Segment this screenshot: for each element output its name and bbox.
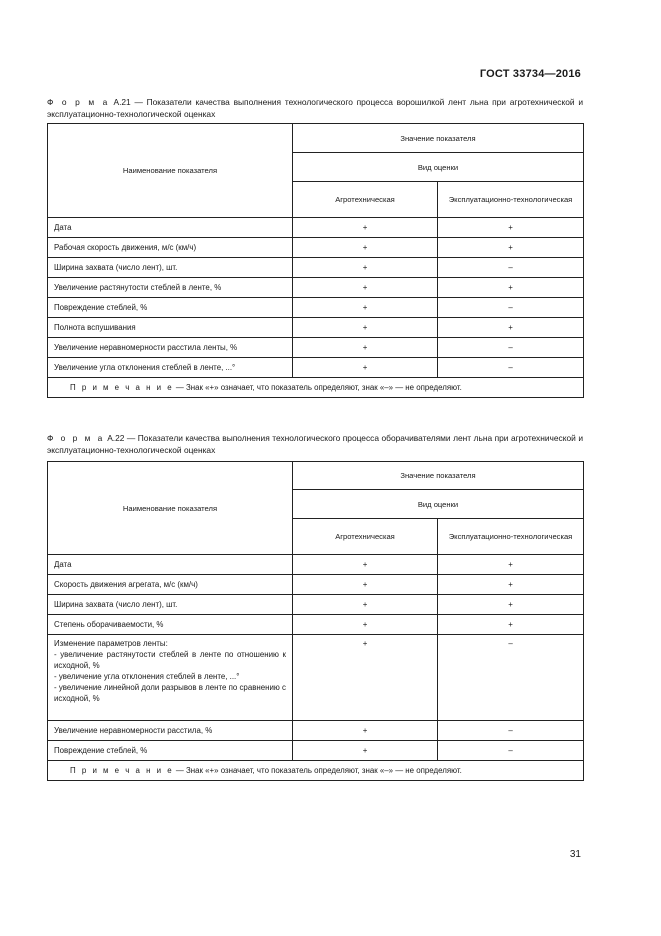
row-indicator-name: Степень оборачиваемости, % [48, 615, 293, 635]
table-row [48, 258, 584, 278]
row-indicator-name: Увеличение угла отклонения стеблей в ленте, ...° [48, 358, 293, 378]
row-indicator-name: Увеличение неравномерности расстила ленты, % [48, 338, 293, 358]
row-indicator-name: Увеличение растянутости стеблей в ленте, % [48, 278, 293, 298]
row-value-agro: + [293, 575, 438, 595]
row-indicator-line: Изменение параметров ленты: [54, 639, 168, 648]
table-row [48, 278, 584, 298]
row-indicator-line: - увеличение угла отклонения стеблей в ленте, ...° [54, 672, 240, 681]
form-a22-caption [47, 432, 583, 456]
row-value-agro: + [293, 258, 438, 278]
row-value-expl: + [438, 595, 584, 615]
form-label: Ф о р м а [47, 433, 105, 443]
row-value-agro: + [293, 298, 438, 318]
table-row [48, 338, 584, 358]
col-header-agro: Агротехническая [293, 182, 438, 218]
note-label: П р и м е ч а н и е [70, 766, 174, 775]
col-header-kind: Вид оценки [293, 153, 584, 182]
row-value-agro: + [293, 555, 438, 575]
table-row [48, 555, 584, 575]
col-header-agro: Агротехническая [293, 519, 438, 555]
row-indicator-name: Ширина захвата (число лент), шт. [48, 595, 293, 615]
row-value-expl: + [438, 615, 584, 635]
row-value-agro: + [293, 721, 438, 741]
row-value-agro: + [293, 635, 438, 721]
row-value-expl: – [438, 338, 584, 358]
row-value-agro: + [293, 615, 438, 635]
row-value-agro: + [293, 338, 438, 358]
row-value-agro: + [293, 218, 438, 238]
table-row [48, 615, 584, 635]
row-value-expl: + [438, 218, 584, 238]
row-indicator-name: Скорость движения агрегата, м/с (км/ч) [48, 575, 293, 595]
row-value-expl: + [438, 575, 584, 595]
row-value-expl: + [438, 278, 584, 298]
col-header-name: Наименование показателя [48, 462, 293, 555]
row-value-agro: + [293, 318, 438, 338]
row-indicator-name: Дата [48, 218, 293, 238]
table-row [48, 318, 584, 338]
row-indicator-line: - увеличение линейной доли разрывов в ленте по сравнению с исходной, % [54, 683, 286, 703]
note-text: — Знак «+» означает, что показатель определяют, знак «–» — не определяют. [175, 766, 462, 775]
row-value-expl: – [438, 635, 584, 721]
row-indicator-name [48, 635, 293, 721]
form-a21-caption [47, 96, 583, 120]
table-row [48, 575, 584, 595]
row-indicator-line: - увеличение растянутости стеблей в ленте по отношению к исходной, % [54, 650, 286, 670]
standard-number: ГОСТ 33734—2016 [479, 68, 581, 80]
col-header-expl: Эксплуатационно-технологическая [438, 519, 584, 555]
table-row [48, 595, 584, 615]
col-header-kind: Вид оценки [293, 490, 584, 519]
form-a21-table [47, 123, 584, 398]
form-number: А.21 [113, 97, 131, 107]
form-number: А.22 [107, 433, 125, 443]
row-value-expl: – [438, 298, 584, 318]
col-header-value: Значение показателя [293, 124, 584, 153]
row-indicator-name: Повреждение стеблей, % [48, 298, 293, 318]
table-row [48, 358, 584, 378]
form-title: — Показатели качества выполнения технологического процесса ворошилкой лент льна при агротехнической и эксплуатационно-технологической оценках [47, 97, 584, 119]
row-value-expl: + [438, 238, 584, 258]
form-title: — Показатели качества выполнения технологического процесса оборачивателями лент льна при агротехнической и эксплуатационно-технологической оценках [47, 433, 583, 455]
row-value-agro: + [293, 358, 438, 378]
row-value-expl: – [438, 258, 584, 278]
col-header-expl: Эксплуатационно-технологическая [438, 182, 584, 218]
table-row [48, 721, 584, 741]
table-row [48, 298, 584, 318]
row-value-agro: + [293, 741, 438, 761]
row-value-expl: + [438, 318, 584, 338]
note-label: П р и м е ч а н и е [70, 383, 174, 392]
table-row [48, 238, 584, 258]
form-label: Ф о р м а [47, 97, 110, 107]
row-value-expl: – [438, 358, 584, 378]
row-value-expl: – [438, 721, 584, 741]
table-row [48, 218, 584, 238]
row-indicator-name: Ширина захвата (число лент), шт. [48, 258, 293, 278]
form-a22-table [47, 461, 584, 781]
row-indicator-name: Дата [48, 555, 293, 575]
row-value-expl: – [438, 741, 584, 761]
col-header-value: Значение показателя [293, 462, 584, 490]
row-value-agro: + [293, 278, 438, 298]
table-row [48, 741, 584, 761]
col-header-name: Наименование показателя [48, 124, 293, 218]
row-value-agro: + [293, 238, 438, 258]
table-row [48, 635, 584, 721]
page-number: 31 [569, 849, 581, 860]
row-indicator-name: Рабочая скорость движения, м/с (км/ч) [48, 238, 293, 258]
table-note [48, 378, 584, 398]
row-indicator-name: Полнота вспушивания [48, 318, 293, 338]
row-indicator-name: Повреждение стеблей, % [48, 741, 293, 761]
row-value-agro: + [293, 595, 438, 615]
note-text: — Знак «+» означает, что показатель определяют, знак «–» — не определяют. [175, 383, 462, 392]
table-note [48, 761, 584, 781]
row-indicator-name: Увеличение неравномерности расстила, % [48, 721, 293, 741]
row-value-expl: + [438, 555, 584, 575]
